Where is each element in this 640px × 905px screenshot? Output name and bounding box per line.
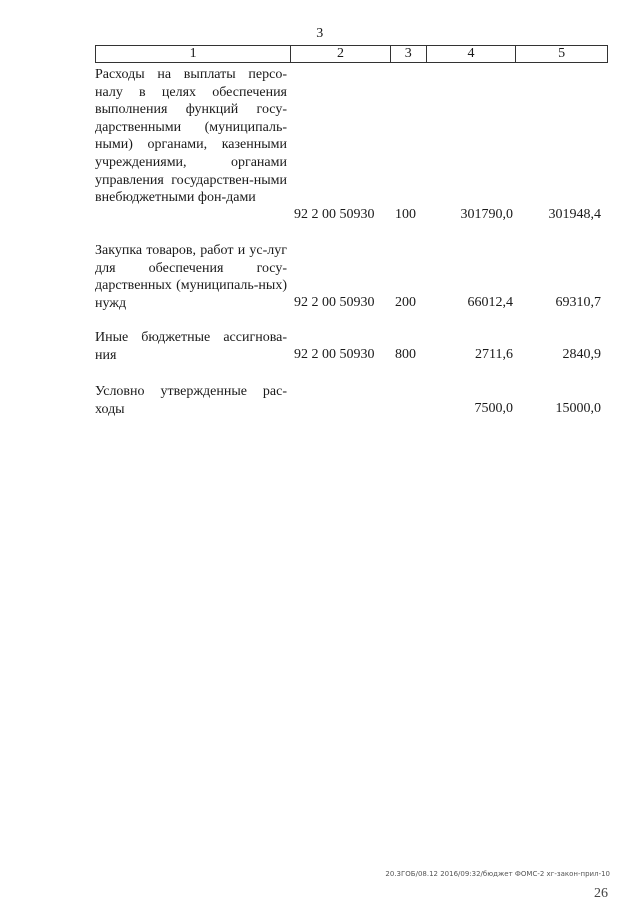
page-number-top: 3: [316, 26, 324, 41]
row-value-5: 301948,4: [548, 207, 601, 222]
table-row: [95, 383, 608, 423]
row-code: 92 2 00 50930: [294, 295, 375, 310]
header-col-2: 2: [291, 46, 391, 62]
row-value-5: 2840,9: [562, 347, 601, 362]
row-value-5: 69310,7: [555, 295, 601, 310]
table-row: [95, 66, 608, 226]
header-col-5: 5: [558, 46, 566, 61]
row-code: 92 2 00 50930: [294, 207, 375, 222]
row-kind: 100: [395, 207, 416, 222]
row-description: Условно утвержденные рас-ходы: [95, 384, 287, 417]
row-description: Расходы на выплаты персо-налу в целях обеспечения выполнения функций госу-дарственными (муниципаль-ными) органами, казенными учреждениями, органами управления государствен-ными внебюджетными фон-дами: [95, 67, 287, 206]
row-description: Иные бюджетные ассигнова-ния: [95, 330, 287, 363]
row-value-4: 7500,0: [474, 401, 513, 416]
row-value-4: 301790,0: [460, 207, 513, 222]
footer-stamp: 20.3ГОБ/08.12 2016/09:32/бюджет ФОМС-2 хг-закон-прил-10: [385, 870, 610, 878]
header-col-4: 4: [427, 46, 517, 62]
header-col-3: 3: [391, 46, 427, 62]
row-code: 92 2 00 50930: [294, 347, 375, 362]
header-col-1: 1: [96, 46, 291, 62]
table-row: [95, 242, 608, 317]
row-kind: 800: [395, 347, 416, 362]
row-value-5: 15000,0: [555, 401, 601, 416]
row-value-4: 2711,6: [475, 347, 513, 362]
table-row: [95, 329, 608, 369]
row-kind: 200: [395, 295, 416, 310]
page-number-bottom: 26: [594, 886, 608, 901]
table-header: [95, 45, 608, 63]
row-description: Закупка товаров, работ и ус-луг для обеспечения госу-дарственных (муниципаль-ных) нужд: [95, 243, 287, 311]
row-value-4: 66012,4: [467, 295, 513, 310]
